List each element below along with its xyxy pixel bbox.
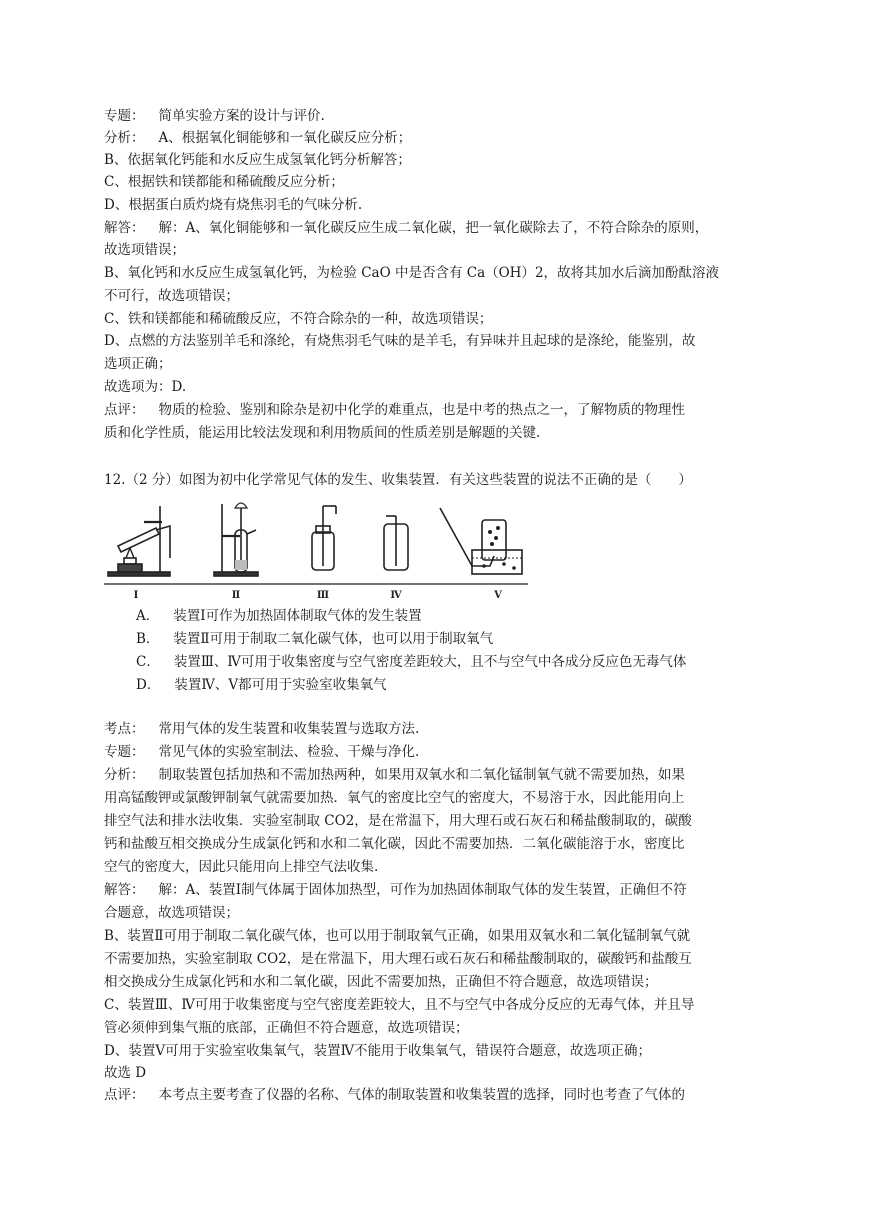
- analysis-line: 分析： A、根据氧化铜能够和一氧化碳反应分析；: [104, 130, 412, 146]
- figure-label-iii: Ⅲ: [316, 590, 330, 601]
- topic-line-2: 专题： 常见气体的实验室制法、检验、干燥与净化.: [104, 744, 420, 760]
- answer-line-d1: D、点燃的方法鉴别羊毛和涤纶，有烧焦羽毛气味的是羊毛，有异味并且起球的是涤纶，能鉴别，故: [104, 333, 696, 349]
- analysis-line-c: C、根据铁和镁都能和稀硫酸反应分析；: [104, 174, 344, 190]
- answer-line-2-a2: 合题意，故选项错误；: [104, 905, 239, 921]
- analysis-line-b: B、依据氧化钙能和水反应生成氢氧化钙分析解答；: [104, 152, 411, 168]
- option-c: C． 装置Ⅲ、Ⅳ可用于收集密度与空气密度差距较大，且不与空气中各成分反应色无毒气体: [136, 654, 687, 670]
- analysis-line-2-l5: 空气的密度大，因此只能用向上排空气法收集.: [104, 859, 379, 875]
- answer-line-2-d: D、装置Ⅴ可用于实验室收集氧气，装置Ⅳ不能用于收集氧气，错误符合题意，故选项正确；: [104, 1043, 652, 1059]
- answer-line-2: 故选项错误；: [104, 242, 185, 258]
- apparatus-i: [108, 506, 170, 576]
- analysis-line-d: D、根据蛋白质灼烧有烧焦羽毛的气味分析.: [104, 197, 363, 213]
- apparatus-diagram: [104, 500, 528, 602]
- apparatus-iii: [312, 506, 336, 570]
- apparatus-ii: [214, 503, 258, 576]
- answer-line-b1: B、氧化钙和水反应生成氢氧化钙，为检验 CaO 中是否含有 Ca（OH）2，故将其加水后滴加酚酞溶液: [104, 265, 720, 281]
- answer-line-c: C、铁和镁都能和稀硫酸反应，不符合除杂的一种，故选项错误；: [104, 311, 493, 327]
- comment-line-2: 质和化学性质，能运用比较法发现和利用物质间的性质差别是解题的关键.: [104, 425, 541, 441]
- figure-label-ii: Ⅱ: [231, 590, 241, 601]
- comment-line: 点评： 物质的检验、鉴别和除杂是初中化学的难重点，也是中考的热点之一，了解物质的物理性: [104, 402, 685, 418]
- answer-line: 解答： 解：A、氧化铜能够和一氧化碳反应生成二氧化碳，把一氧化碳除去了，不符合除杂的原则，: [104, 220, 709, 236]
- answer-line-2-c1: C、装置Ⅲ、Ⅳ可用于收集密度与空气密度差距较大，且不与空气中各成分反应的无毒气体，并且导: [104, 997, 695, 1013]
- option-b: B． 装置Ⅱ可用于制取二氧化碳气体，也可以用于制取氧气: [136, 631, 494, 647]
- choice-line: 故选项为：D.: [104, 379, 187, 395]
- figure-label-i: Ⅰ: [133, 590, 139, 601]
- figure-label-v: Ⅴ: [494, 590, 502, 601]
- analysis-line-2-l3: 排空气法和排水法收集．实验室制取 CO2，是在常温下，用大理石或石灰石和稀盐酸制取的，碳酸: [104, 813, 692, 829]
- answer-line-d2: 选项正确；: [104, 356, 172, 372]
- apparatus-iv: [384, 516, 408, 570]
- answer-line-2-b1: B、装置Ⅱ可用于制取二氧化碳气体，也可以用于制取氧气正确，如果用双氧水和二氧化锰制氧气就: [104, 928, 691, 944]
- comment-line-2: 点评： 本考点主要考查了仪器的名称、气体的制取装置和收集装置的选择，同时也考查了气体的: [104, 1087, 685, 1103]
- answer-line-2-c2: 管必须伸到集气瓶的底部，正确但不符合题意，故选项错误；: [104, 1020, 469, 1036]
- option-a: A． 装置Ⅰ可作为加热固体制取气体的发生装置: [136, 608, 422, 624]
- analysis-line-2-l4: 钙和盐酸互相交换成分生成氯化钙和水和二氧化碳，因此不需要加热．二氧化碳能溶于水，密度比: [104, 836, 685, 852]
- answer-line-b2: 不可行，故选项错误；: [104, 288, 239, 304]
- apparatus-v: [440, 508, 522, 574]
- choice-line-2: 故选 D: [104, 1065, 147, 1081]
- option-d: D． 装置Ⅳ、Ⅴ都可用于实验室收集氧气: [136, 677, 387, 693]
- answer-line-2-b3: 相交换成分生成氯化钙和水和二氧化碳，因此不需要加热，正确但不符合题意，故选项错误；: [104, 974, 658, 990]
- analysis-line-2: 分析： 制取装置包括加热和不需加热两种，如果用双氧水和二氧化锰制氧气就不需要加热，如果: [104, 767, 685, 783]
- analysis-line-2-l2: 用高锰酸钾或氯酸钾制氧气就需要加热．氧气的密度比空气的密度大，不易溶于水，因此能用向上: [104, 790, 685, 806]
- question-stem: 12.（2 分）如图为初中化学常见气体的发生、收集装置．有关这些装置的说法不正确的是（ ）: [104, 472, 692, 488]
- answer-line-2-a: 解答： 解：A、装置Ⅰ制气体属于固体加热型，可作为加热固体制取气体的发生装置，正确但不符: [104, 882, 687, 898]
- figure-label-iv: Ⅳ: [390, 590, 402, 601]
- apparatus-figure: [104, 500, 528, 602]
- answer-line-2-b2: 不需要加热，实验室制取 CO2，是在常温下，用大理石或石灰石和稀盐酸制取的，碳酸钙和盐酸互: [104, 951, 692, 967]
- kaodian-line: 考点： 常用气体的发生装置和收集装置与选取方法.: [104, 721, 420, 737]
- topic-line: 专题： 简单实验方案的设计与评价.: [104, 108, 325, 124]
